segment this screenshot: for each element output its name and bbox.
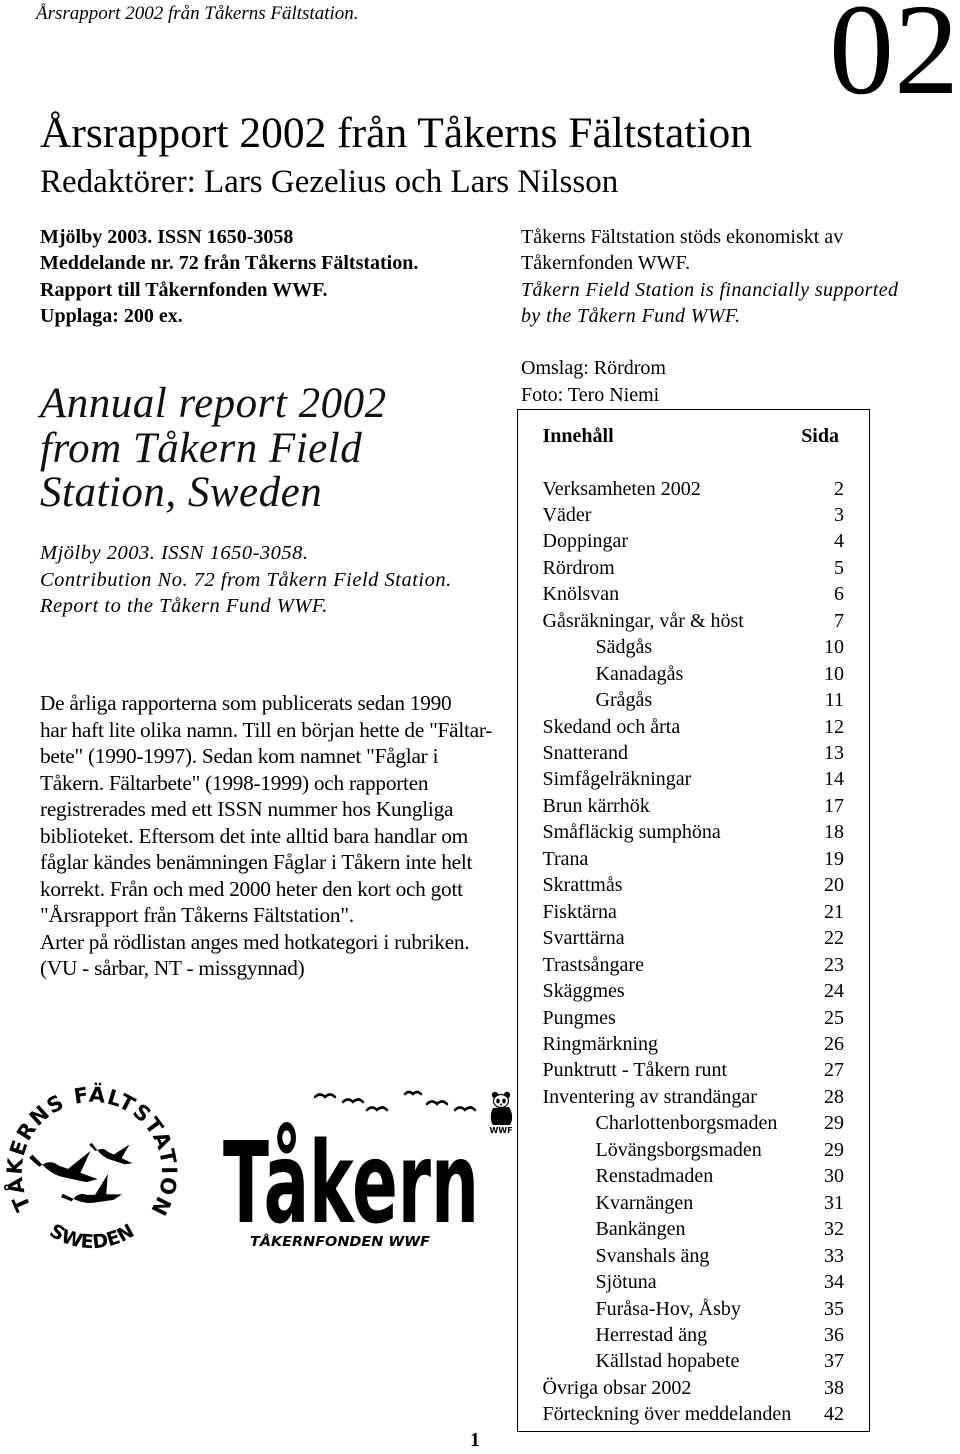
- english-title-line: from Tåkern Field: [40, 424, 363, 472]
- logo-country-text-wrapper: [46, 1220, 138, 1254]
- toc-entry: [518, 740, 869, 766]
- toc-entry: [518, 872, 869, 898]
- toc-header: [518, 423, 869, 450]
- toc-entry-label: Sjötuna: [595, 1271, 657, 1294]
- toc-entry-page: 22: [824, 927, 844, 950]
- toc-entry-label: Charlottenborgsmaden: [595, 1112, 778, 1135]
- toc-entry: [518, 608, 869, 634]
- toc-entry-label: Skedand och årta: [542, 715, 681, 738]
- toc-entry-page: 36: [824, 1324, 844, 1346]
- toc-entries: [518, 476, 869, 1428]
- toc-entry: [518, 1031, 869, 1057]
- toc-heading: Innehåll: [542, 424, 614, 447]
- toc-entry-label: Kvarnängen: [595, 1191, 694, 1214]
- toc-entry-page: 30: [824, 1165, 844, 1188]
- toc-entry-page: 33: [824, 1244, 844, 1267]
- panda-icon: [491, 1092, 512, 1125]
- logo-arc-text: TÅKERNS FÄLTSTATION: [2, 1082, 182, 1221]
- page-number: 1: [470, 1429, 480, 1451]
- toc-entry-page: 5: [834, 556, 844, 579]
- english-title-line: Annual report 2002: [40, 380, 387, 427]
- toc-entry-page: 23: [824, 953, 844, 976]
- toc-entry-page: 27: [824, 1059, 844, 1082]
- toc-entry-page: 2: [834, 477, 844, 500]
- toc-subentry: [518, 1322, 869, 1348]
- toc-subentry: [518, 661, 869, 687]
- toc-entry-page: 26: [824, 1033, 844, 1056]
- toc-entry: [518, 581, 869, 607]
- bird-silhouette: [367, 1108, 387, 1111]
- cover-credit-line: Omslag: Rördrom: [521, 357, 666, 379]
- paragraph-line: Arter på rödlistan anges med hotkategori i rubriken.: [40, 929, 470, 954]
- toc-entry-page: 34: [824, 1271, 844, 1294]
- english-publication-info: [40, 540, 452, 620]
- logo-tagline: TÅKERNFONDEN WWF: [250, 1235, 413, 1250]
- toc-entry-label: Trastsångare: [542, 953, 644, 976]
- toc-page-heading: Sida: [801, 424, 839, 447]
- toc-entry-page: 3: [834, 503, 844, 526]
- toc-entry-label: Svarttärna: [542, 927, 625, 950]
- toc-entry-label: Fisktärna: [542, 900, 617, 923]
- toc-entry: [518, 952, 869, 978]
- toc-entry-label: Simfågelräkningar: [542, 768, 692, 791]
- toc-entry-label: Renstadmaden: [595, 1165, 714, 1188]
- toc-entry-page: 4: [834, 530, 844, 553]
- funding-note: [521, 224, 898, 330]
- toc-entry-label: Punktrutt - Tåkern runt: [542, 1059, 728, 1082]
- bird-silhouette: [343, 1100, 363, 1103]
- english-title: [40, 382, 387, 516]
- toc-subentry: [518, 1163, 869, 1189]
- toc-entry-label: Källstad hopabete: [595, 1350, 740, 1373]
- paragraph-line: registrerades med ett ISSN nummer hos Kungliga: [40, 797, 454, 821]
- toc-entry-label: Svanshals äng: [595, 1244, 710, 1267]
- toc-entry-page: 6: [834, 583, 844, 606]
- funding-line: Tåkern Field Station is financially supported: [521, 278, 899, 301]
- toc-subentry: [518, 687, 869, 713]
- toc-entry-page: 12: [824, 715, 844, 738]
- toc-entry-label: Skrattmås: [542, 874, 623, 897]
- toc-entry-label: Lövängsborgsmaden: [595, 1138, 762, 1161]
- paragraph-line: (VU - sårbar, NT - missgynnad): [40, 956, 305, 980]
- publication-info-line: Rapport till Tåkernfonden WWF.: [40, 278, 328, 301]
- wwf-panda-logo: [486, 1090, 516, 1135]
- toc-subentry: [518, 634, 869, 660]
- toc-entry-page: 11: [824, 689, 844, 712]
- toc-entry-page: 10: [824, 662, 844, 685]
- report-title: Årsrapport 2002 från Tåkerns Fältstation: [40, 109, 752, 157]
- logo-country-text: SWEDEN: [45, 1219, 138, 1254]
- funding-english: [521, 277, 898, 330]
- paragraph-line: "Årsrapport från Tåkerns Fältstation".: [40, 903, 354, 927]
- toc-subentry: [518, 1190, 869, 1216]
- toc-entry-page: 10: [824, 636, 844, 659]
- funding-swedish: [521, 224, 898, 277]
- toc-entry: [518, 846, 869, 872]
- toc-entry-label: Verksamheten 2002: [542, 477, 701, 500]
- logo-wordmark: Tåkern: [223, 1119, 479, 1249]
- toc-entry-page: 31: [824, 1191, 844, 1214]
- toc-entry-label: Förteckning över meddelanden: [542, 1403, 792, 1426]
- toc-subentry: [518, 1269, 869, 1295]
- toc-entry: [518, 819, 869, 845]
- toc-entry-page: 7: [834, 609, 844, 632]
- toc-entry-label: Snatterand: [542, 742, 629, 765]
- toc-entry-page: 32: [824, 1218, 844, 1241]
- toc-subentry: [518, 1110, 869, 1136]
- wwf-label: WWF: [489, 1126, 513, 1135]
- editors-line: Redaktörer: Lars Gezelius och Lars Nilsson: [40, 164, 619, 200]
- issue-number: 02: [829, 0, 959, 122]
- toc-entry-page: 14: [824, 768, 844, 791]
- toc-entry-label: Knölsvan: [542, 583, 620, 606]
- running-header: Årsrapport 2002 från Tåkerns Fältstation.: [36, 3, 359, 24]
- field-station-logo: [0, 1070, 190, 1260]
- paragraph-line: biblioteket. Eftersom det inte alltid bara handlar om: [40, 823, 468, 848]
- paragraph-line: korrekt. Från och med 2000 heter den kort och gott: [40, 876, 463, 901]
- paragraph-line: bete" (1990-1997). Sedan kom namnet "Fåglar i: [40, 744, 439, 768]
- toc-entry-label: Rördrom: [542, 556, 615, 579]
- toc-entry: [518, 1401, 869, 1427]
- goose-silhouette: [87, 1133, 138, 1167]
- toc-entry-page: 35: [824, 1297, 844, 1320]
- toc-subentry: [518, 1137, 869, 1163]
- toc-entry-label: Gåsräkningar, vår & höst: [542, 609, 744, 632]
- toc-entry-page: 18: [824, 821, 844, 844]
- toc-entry-label: Väder: [542, 503, 592, 526]
- publication-info-line: Upplaga: 200 ex.: [40, 305, 183, 328]
- toc-subentry: [518, 1296, 869, 1322]
- toc-subentry: [518, 1216, 869, 1242]
- toc-entry: [518, 1057, 869, 1083]
- toc-entry-page: 37: [824, 1350, 844, 1373]
- toc-entry-page: 42: [824, 1403, 844, 1426]
- toc-entry: [518, 1005, 869, 1031]
- toc-entry: [518, 555, 869, 581]
- toc-entry: [518, 978, 869, 1004]
- english-info-line: Contribution No. 72 from Tåkern Field Station.: [40, 568, 452, 591]
- toc-entry-page: 24: [824, 980, 844, 1003]
- toc-entry-label: Ringmärkning: [542, 1033, 659, 1056]
- toc-entry-label: Grågås: [595, 689, 653, 712]
- toc-entry-label: Brun kärrhök: [542, 794, 650, 817]
- toc-entry-label: Doppingar: [542, 530, 629, 553]
- toc-entry-page: 29: [824, 1112, 844, 1135]
- toc-entry-page: 25: [824, 1006, 844, 1029]
- toc-entry-label: Kanadagås: [595, 662, 684, 685]
- publication-info-line: Meddelande nr. 72 från Tåkerns Fältstation.: [40, 252, 419, 275]
- paragraph-line: De årliga rapporterna som publicerats sedan 1990: [40, 691, 452, 715]
- bird-silhouette: [405, 1092, 421, 1094]
- toc-entry-label: Övriga obsar 2002: [542, 1376, 692, 1399]
- toc-entry-label: Pungmes: [542, 1006, 616, 1029]
- cover-credits: [521, 355, 666, 408]
- toc-entry: [518, 714, 869, 740]
- toc-subentry: [518, 1243, 869, 1269]
- toc-entry-page: 17: [824, 794, 844, 817]
- paragraph-line: har haft lite olika namn. Till en början hette de "Fältar-: [40, 717, 493, 742]
- toc-entry-label: Bankängen: [595, 1218, 686, 1241]
- english-info-line: Mjölby 2003. ISSN 1650-3058.: [40, 542, 309, 564]
- toc-entry-label: Herrestad äng: [595, 1324, 708, 1346]
- bird-silhouette: [455, 1108, 475, 1111]
- toc-entry-label: Inventering av strandängar: [542, 1085, 757, 1108]
- toc-entry-label: Skäggmes: [542, 980, 625, 1003]
- publication-info: [40, 224, 418, 330]
- toc-entry: [518, 766, 869, 792]
- bird-silhouette: [315, 1095, 335, 1098]
- toc-entry: [518, 476, 869, 502]
- toc-entry-page: 38: [824, 1376, 844, 1399]
- toc-entry-page: 29: [824, 1138, 844, 1161]
- toc-entry-page: 20: [824, 874, 844, 897]
- funding-line: Tåkerns Fältstation stöds ekonomiskt av: [521, 226, 844, 248]
- takernfonden-logo: [215, 1080, 485, 1255]
- toc-entry-page: 28: [824, 1085, 844, 1108]
- toc-subentry: [518, 1348, 869, 1374]
- toc-entry: [518, 925, 869, 951]
- funding-line: by the Tåkern Fund WWF.: [521, 305, 741, 328]
- toc-entry: [518, 1084, 869, 1110]
- history-paragraph: [40, 690, 492, 982]
- paragraph-line: fåglar kändes benämningen Fåglar i Tåkern inte helt: [40, 850, 473, 874]
- toc-entry: [518, 1375, 869, 1401]
- toc-entry: [518, 502, 869, 528]
- toc-entry-label: Furåsa-Hov, Åsby: [595, 1297, 741, 1320]
- toc-entry-page: 19: [824, 847, 844, 870]
- paragraph-line: Tåkern. Fältarbete" (1998-1999) och rapporten: [40, 770, 429, 795]
- table-of-contents: [517, 409, 870, 1432]
- funding-line: Tåkernfonden WWF.: [521, 252, 691, 275]
- toc-entry: [518, 793, 869, 819]
- english-title-line: Station, Sweden: [40, 469, 323, 516]
- cover-credit-line: Foto: Tero Niemi: [521, 383, 660, 406]
- bird-silhouette: [427, 1102, 447, 1105]
- publication-info-line: Mjölby 2003. ISSN 1650-3058: [40, 226, 294, 248]
- toc-entry-label: Trana: [542, 847, 589, 870]
- toc-entry-label: Småfläckig sumphöna: [542, 821, 721, 844]
- toc-entry: [518, 899, 869, 925]
- toc-entry-label: Sädgås: [595, 636, 653, 659]
- english-info-line: Report to the Tåkern Fund WWF.: [40, 595, 328, 617]
- toc-entry-page: 21: [824, 900, 844, 923]
- toc-entry-page: 13: [824, 742, 844, 765]
- toc-entry: [518, 528, 869, 554]
